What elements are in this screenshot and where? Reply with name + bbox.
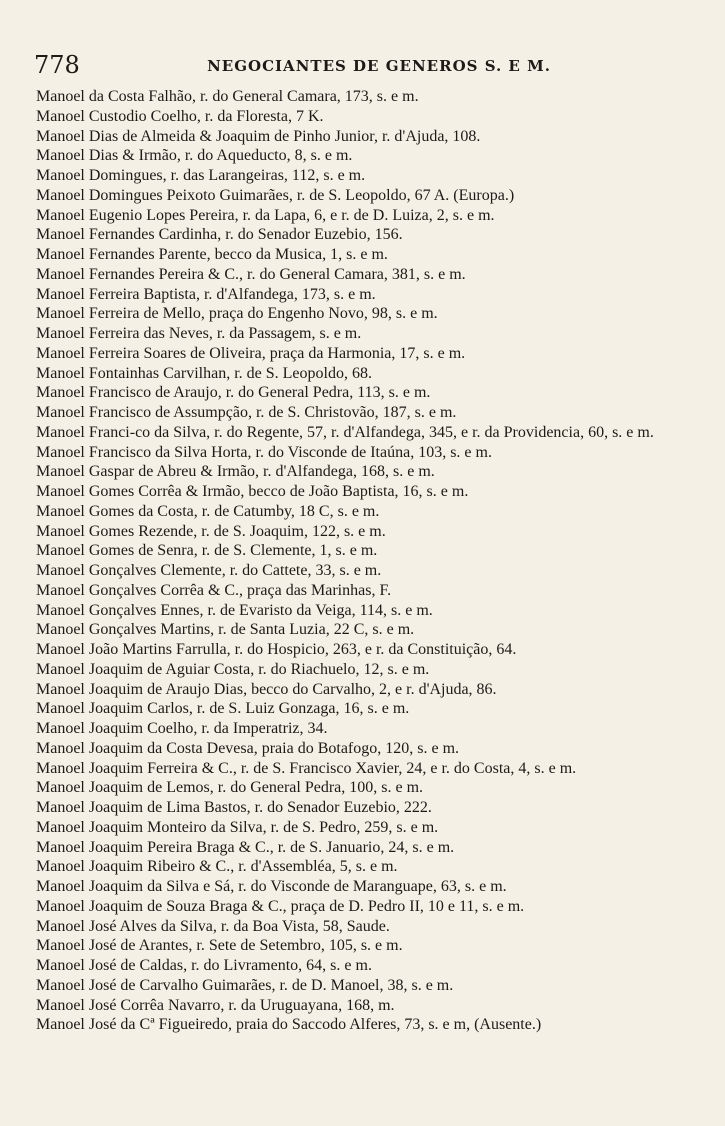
list-item: Manoel Francisco de Assumpção, r. de S. Christovão, 187, s. e m. bbox=[36, 404, 457, 421]
list-item: Manoel Gonçalves Corrêa & C., praça das Marinhas, F. bbox=[36, 581, 392, 599]
list-item: Manoel Gomes Rezende, r. de S. Joaquim, 122, s. e m. bbox=[36, 522, 386, 540]
list-item: Manoel Joaquim da Silva e Sá, r. do Visconde de Maranguape, 63, s. e m. bbox=[36, 878, 507, 895]
list-item: Manoel Domingues Peixoto Guimarães, r. de S. Leopoldo, 67 A. (Europa.) bbox=[36, 186, 515, 204]
list-item: Manoel Joaquim de Lemos, r. do General Pedra, 100, s. e m. bbox=[36, 779, 424, 797]
list-item: Manoel Joaquim de Souza Braga & C., praça de D. Pedro II, 10 e 11, s. e m. bbox=[36, 897, 525, 915]
list-item: Manoel Dias & Irmão, r. do Aqueducto, 8, s. e m. bbox=[36, 147, 353, 165]
list-item: Manoel Gomes de Senra, r. de S. Clemente, 1, s. e m. bbox=[36, 542, 378, 560]
list-item: Manoel José Corrêa Navarro, r. da Uruguayana, 168, m. bbox=[36, 996, 395, 1014]
list-item: Manoel Francisco da Silva Horta, r. do Visconde de Itaúna, 103, s. e m. bbox=[36, 443, 492, 461]
list-item: Manoel João Martins Farrulla, r. do Hospicio, 263, e r. da Constituição, 64. bbox=[36, 641, 517, 658]
list-item: Manoel Francisco de Araujo, r. do General Pedra, 113, s. e m. bbox=[36, 384, 431, 402]
list-item: Manoel Joaquim Coelho, r. da Imperatriz, 34. bbox=[36, 720, 328, 737]
list-item: Manoel Joaquim Monteiro da Silva, r. de S. Pedro, 259, s. e m. bbox=[36, 818, 439, 836]
list-item: Manoel Fernandes Cardinha, r. do Senador Euzebio, 156. bbox=[36, 226, 403, 244]
list-item: Manoel Ferreira de Mello, praça do Engenho Novo, 98, s. e m. bbox=[36, 305, 438, 323]
list-item: Manoel José de Carvalho Guimarães, r. de D. Manoel, 38, s. e m. bbox=[36, 976, 454, 994]
list-item: Manoel Ferreira Soares de Oliveira, praça da Harmonia, 17, s. e m. bbox=[36, 344, 466, 362]
list-item: Manoel Joaquim Carlos, r. de S. Luiz Gonzaga, 16, s. e m. bbox=[36, 700, 410, 718]
list-item: Manoel Fernandes Pereira & C., r. do General Camara, 381, s. e m. bbox=[36, 265, 466, 283]
list-item: Manoel Gaspar de Abreu & Irmão, r. d'Alfandega, 168, s. e m. bbox=[36, 463, 435, 481]
merchant-list bbox=[36, 87, 686, 1035]
list-item: Manoel Joaquim da Costa Devesa, praia do Botafogo, 120, s. e m. bbox=[36, 739, 460, 757]
list-item: Manoel José de Arantes, r. Sete de Setembro, 105, s. e m. bbox=[36, 937, 403, 955]
list-item: Manoel Gomes Corrêa & Irmão, becco de João Baptista, 16, s. e m. bbox=[36, 483, 469, 500]
list-item: Manoel da Costa Falhão, r. do General Camara, 173, s. e m. bbox=[36, 88, 419, 105]
list-item: Manoel Ferreira das Neves, r. da Passagem, s. e m. bbox=[36, 325, 362, 342]
list-item: Manoel José Alves da Silva, r. da Boa Vista, 58, Saude. bbox=[36, 917, 390, 935]
list-item: Manoel Ferreira Baptista, r. d'Alfandega, 173, s. e m. bbox=[36, 285, 376, 303]
list-item: Manoel Gonçalves Martins, r. de Santa Luzia, 22 C, s. e m. bbox=[36, 621, 415, 639]
list-item: Manoel Joaquim Ribeiro & C., r. d'Assembléa, 5, s. e m. bbox=[36, 858, 398, 876]
running-title: NEGOCIANTES DE GENEROS S. E M. bbox=[207, 57, 551, 75]
list-item: Manoel Gonçalves Clemente, r. do Cattete, 33, s. e m. bbox=[36, 562, 382, 579]
list-item: Manoel Joaquim de Aguiar Costa, r. do Riachuelo, 12, s. e m. bbox=[36, 660, 430, 678]
list-item: Manoel Gomes da Costa, r. de Catumby, 18 C, s. e m. bbox=[36, 502, 380, 520]
list-item: Manoel Domingues, r. das Larangeiras, 112, s. e m. bbox=[36, 167, 366, 184]
list-item: Manoel Fontainhas Carvilhan, r. de S. Leopoldo, 68. bbox=[36, 364, 372, 382]
page-header bbox=[34, 50, 694, 80]
list-item: Manoel Dias de Almeida & Joaquim de Pinho Junior, r. d'Ajuda, 108. bbox=[36, 127, 481, 145]
list-item: Manoel Eugenio Lopes Pereira, r. da Lapa, 6, e r. de D. Luiza, 2, s. e m. bbox=[36, 206, 495, 224]
list-item: Manoel Joaquim de Lima Bastos, r. do Senador Euzebio, 222. bbox=[36, 799, 432, 816]
list-item: Manoel Joaquim de Araujo Dias, becco do Carvalho, 2, e r. d'Ajuda, 86. bbox=[36, 680, 497, 698]
list-item: Manoel Joaquim Pereira Braga & C., r. de S. Januario, 24, s. e m. bbox=[36, 838, 455, 856]
list-item: Manoel José da Cª Figueiredo, praia do Saccodo Alferes, 73, s. e m, (Ausente.) bbox=[36, 1016, 542, 1034]
page-number: 778 bbox=[34, 51, 80, 79]
list-item: Manoel Franci-co da Silva, r. do Regente, 57, r. d'Alfandega, 345, e r. da Providencia, 60, s. e m. bbox=[36, 423, 654, 441]
list-item: Manoel José de Caldas, r. do Livramento, 64, s. e m. bbox=[36, 957, 372, 974]
list-item: Manoel Custodio Coelho, r. da Floresta, 7 K. bbox=[36, 107, 324, 125]
list-item: Manoel Joaquim Ferreira & C., r. de S. Francisco Xavier, 24, e r. do Costa, 4, s. e m. bbox=[36, 759, 577, 777]
list-item: Manoel Fernandes Parente, becco da Musica, 1, s. e m. bbox=[36, 246, 388, 263]
list-item: Manoel Gonçalves Ennes, r. de Evaristo da Veiga, 114, s. e m. bbox=[36, 601, 433, 619]
